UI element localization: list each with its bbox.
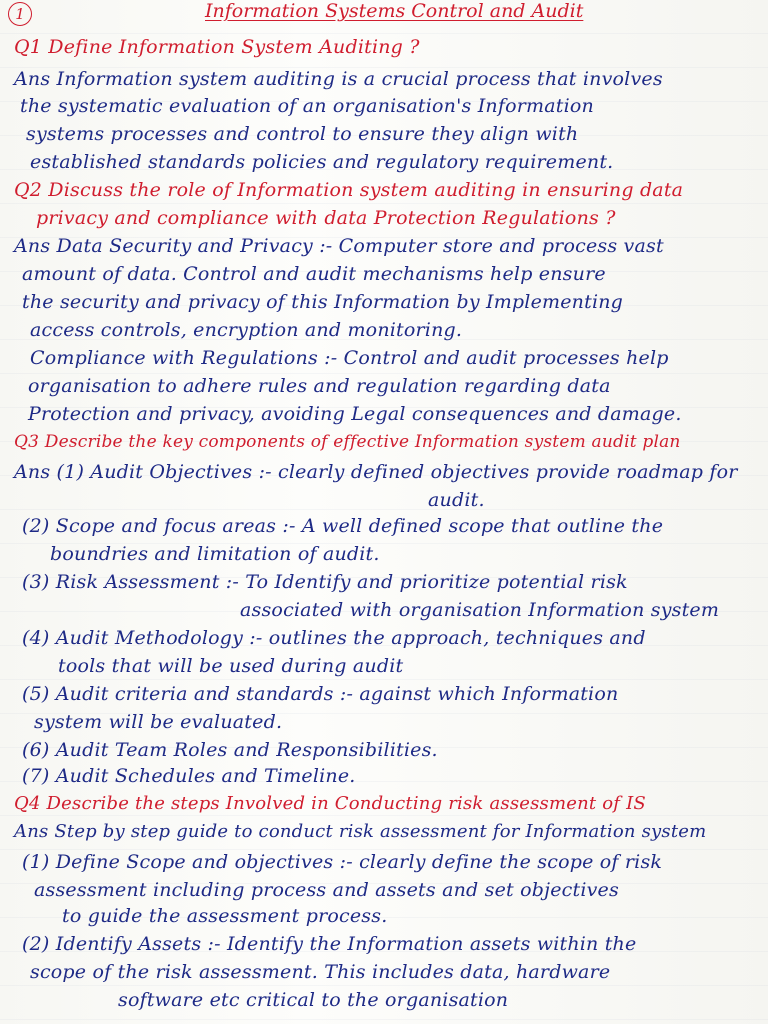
answer-2-line-1: Ans Data Security and Privacy :- Computer store and process vast (14, 235, 664, 257)
question-2-line-1: Q2 Discuss the role of Information system auditing in ensuring data (14, 179, 684, 201)
answer-3-item-2: (2) Scope and focus areas :- A well defined scope that outline the (22, 515, 664, 537)
question-2-line-2: privacy and compliance with data Protection Regulations ? (36, 207, 616, 229)
answer-1-line-1: Ans Information system auditing is a crucial process that involves (14, 68, 663, 90)
answer-4-step-1: (1) Define Scope and objectives :- clearly define the scope of risk (22, 851, 663, 873)
question-3: Q3 Describe the key components of effective Information system audit plan (14, 432, 681, 452)
answer-2-line-6: organisation to adhere rules and regulation regarding data (28, 375, 611, 397)
question-4: Q4 Describe the steps Involved in Conducting risk assessment of IS (14, 793, 646, 814)
answer-2-line-3: the security and privacy of this Information by Implementing (22, 291, 624, 313)
answer-4-step-2: (2) Identify Assets :- Identify the Information assets within the (22, 933, 637, 955)
answer-3-item-4: (4) Audit Methodology :- outlines the approach, techniques and (22, 627, 646, 649)
answer-4-step-2-cont-1: scope of the risk assessment. This includes data, hardware (30, 961, 611, 983)
answer-3-item-3: (3) Risk Assessment :- To Identify and prioritize potential risk (22, 571, 628, 593)
answer-2-line-7: Protection and privacy, avoiding Legal consequences and damage. (28, 403, 682, 425)
answer-1-line-2: the systematic evaluation of an organisation's Information (20, 95, 594, 117)
answer-3-item-7: (7) Audit Schedules and Timeline. (22, 765, 356, 787)
answer-3-item-1-cont: audit. (428, 489, 485, 511)
answer-4-line-1: Ans Step by step guide to conduct risk assessment for Information system (14, 821, 707, 842)
answer-3-item-2-cont: boundries and limitation of audit. (50, 543, 380, 565)
answer-3-item-5: (5) Audit criteria and standards :- against which Information (22, 683, 619, 705)
answer-4-step-1-cont-2: to guide the assessment process. (62, 905, 388, 927)
answer-3-item-3-cont: associated with organisation Information system (240, 599, 720, 621)
page-number: 1 (8, 2, 32, 26)
page-title: Information Systems Control and Audit (205, 0, 584, 22)
answer-3-item-6: (6) Audit Team Roles and Responsibilities. (22, 739, 438, 761)
answer-3-item-1: Ans (1) Audit Objectives :- clearly defined objectives provide roadmap for (14, 461, 738, 483)
answer-3-item-5-cont: system will be evaluated. (34, 711, 283, 733)
answer-1-line-4: established standards policies and regulatory requirement. (30, 151, 614, 173)
answer-4-step-2-cont-2: software etc critical to the organisation (118, 989, 509, 1011)
answer-3-item-4-cont: tools that will be used during audit (58, 655, 404, 677)
answer-1-line-3: systems processes and control to ensure they align with (26, 123, 579, 145)
answer-4-step-1-cont-1: assessment including process and assets and set objectives (34, 879, 619, 901)
answer-2-line-2: amount of data. Control and audit mechanisms help ensure (22, 263, 606, 285)
question-1: Q1 Define Information System Auditing ? (14, 36, 420, 58)
answer-2-line-5: Compliance with Regulations :- Control and audit processes help (30, 347, 669, 369)
answer-2-line-4: access controls, encryption and monitoring. (30, 319, 463, 341)
